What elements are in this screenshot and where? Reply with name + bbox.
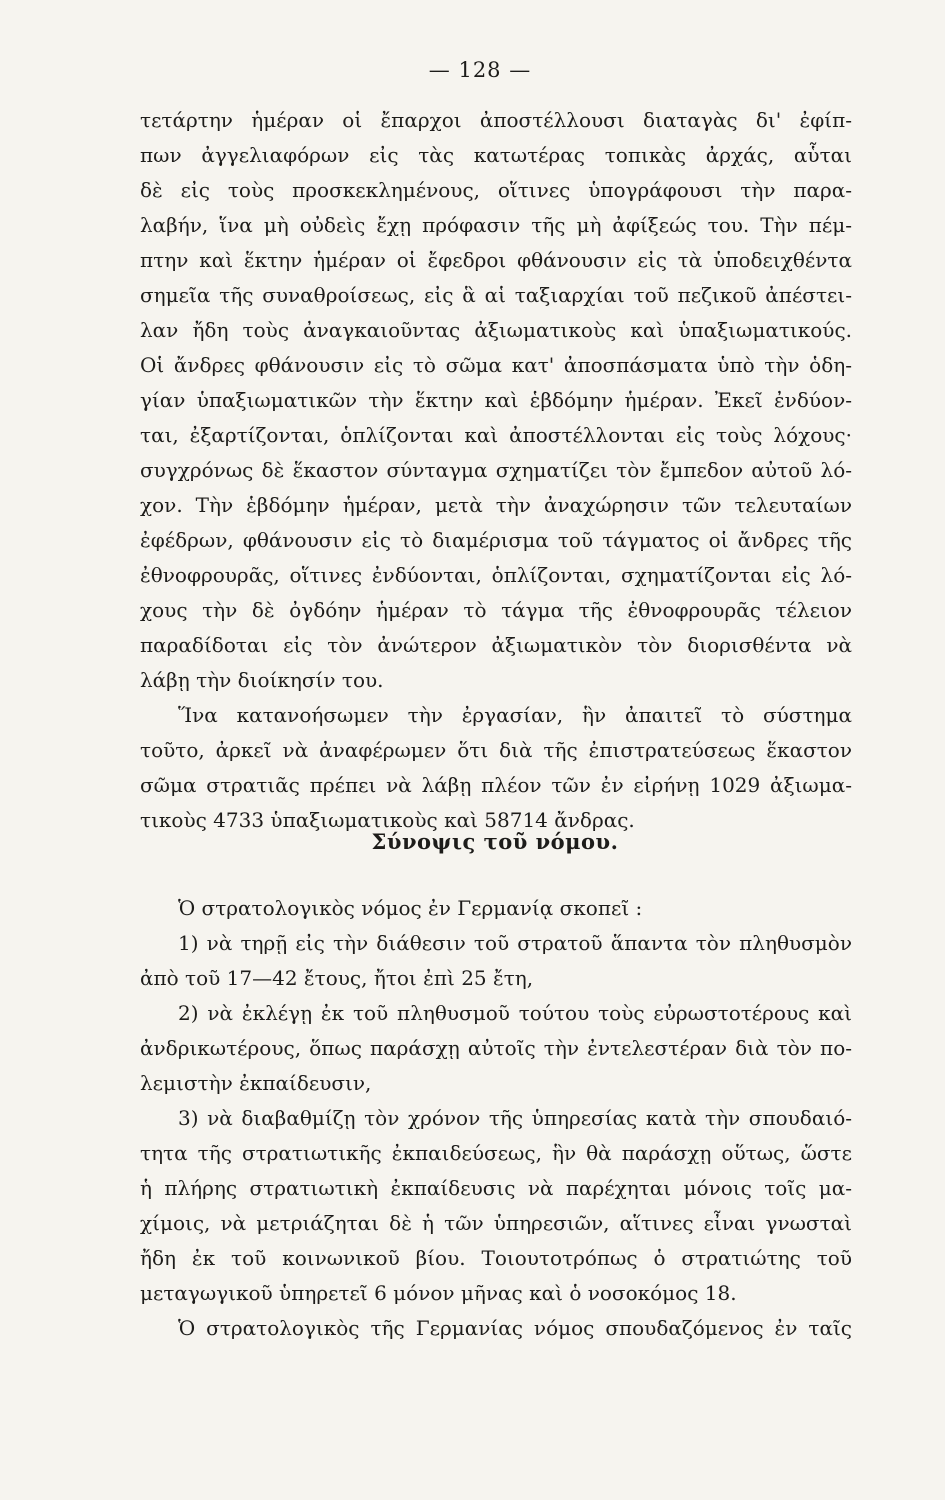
- paragraph: [140, 891, 852, 926]
- text-line: ἐφέδρων, φθάνουσιν εἰς τὸ διαμέρισμα τοῦ τάγματος οἱ ἄνδρες τῆς: [140, 528, 852, 552]
- text-line: παραδίδοται εἰς τὸν ἀνώτερον ἀξιωματικὸν τὸν διορισθέντα νὰ: [140, 633, 852, 657]
- text-line: ἀνδρικωτέρους, ὅπως παράσχῃ αὐτοῖς τὴν ἐντελεστέραν διὰ τὸν πο-: [140, 1036, 852, 1060]
- list-item: [140, 1101, 852, 1311]
- text-line: λαβήν, ἵνα μὴ οὐδεὶς ἔχῃ πρόφασιν τῆς μὴ ἀφίξεώς του. Τὴν πέμ-: [140, 213, 852, 237]
- text-line: Ὁ στρατολογικὸς τῆς Γερμανίας νόμος σπουδαζόμενος ἐν ταῖς: [178, 1316, 852, 1340]
- text-line: ἀπὸ τοῦ 17—42 ἔτους, ἤτοι ἐπὶ 25 ἔτη,: [140, 966, 534, 990]
- text-line: πων ἀγγελιαφόρων εἰς τὰς κατωτέρας τοπικὰς ἀρχάς, αὗται: [140, 143, 852, 167]
- text-line: τοῦτο, ἀρκεῖ νὰ ἀναφέρωμεν ὅτι διὰ τῆς ἐπιστρατεύσεως ἕκαστον: [140, 738, 852, 762]
- text-line: σημεῖα τῆς συναθροίσεως, εἰς ἃ αἱ ταξιαρχίαι τοῦ πεζικοῦ ἀπέστει-: [140, 283, 852, 307]
- text-line: χον. Τὴν ἑβδόμην ἡμέραν, μετὰ τὴν ἀναχώρησιν τῶν τελευταίων: [140, 493, 852, 517]
- text-line: τετάρτην ἡμέραν οἱ ἔπαρχοι ἀποστέλλουσι διαταγὰς δι' ἐφίπ-: [140, 108, 852, 132]
- text-line: λεμιστὴν ἐκπαίδευσιν,: [140, 1071, 372, 1095]
- paragraph: [140, 698, 852, 838]
- text-line: 1) νὰ τηρῇ εἰς τὴν διάθεσιν τοῦ στρατοῦ ἅπαντα τὸν πληθυσμὸν: [178, 931, 852, 955]
- text-line: δὲ εἰς τοὺς προσκεκλημένους, οἵτινες ὑπογράφουσι τὴν παρα-: [140, 178, 852, 202]
- text-line: χους τὴν δὲ ὀγδόην ἡμέραν τὸ τάγμα τῆς ἐθνοφρουρᾶς τέλειον: [140, 598, 852, 622]
- text-line: μεταγωγικοῦ ὑπηρετεῖ 6 μόνον μῆνας καὶ ὁ νοσοκόμος 18.: [140, 1281, 737, 1305]
- text-line: Οἱ ἄνδρες φθάνουσιν εἰς τὸ σῶμα κατ' ἀποσπάσματα ὑπὸ τὴν ὁδη-: [140, 353, 852, 377]
- text-line: ται, ἐξαρτίζονται, ὁπλίζονται καὶ ἀποστέλλονται εἰς τοὺς λόχους·: [140, 423, 852, 447]
- list-item: [140, 996, 852, 1101]
- text-line: ἤδη ἐκ τοῦ κοινωνικοῦ βίου. Τοιουτοτρόπως ὁ στρατιώτης τοῦ: [140, 1246, 852, 1270]
- body-text-upper: [140, 103, 852, 838]
- text-line: 3) νὰ διαβαθμίζῃ τὸν χρόνον τῆς ὑπηρεσίας κατὰ τὴν σπουδαιό-: [178, 1106, 852, 1130]
- text-line: λάβῃ τὴν διοίκησίν του.: [140, 668, 384, 692]
- paragraph: [140, 1311, 852, 1346]
- list-item: [140, 926, 852, 996]
- text-line: σῶμα στρατιᾶς πρέπει νὰ λάβῃ πλέον τῶν ἐν εἰρήνῃ 1029 ἀξιωμα-: [140, 773, 852, 797]
- text-line: ἐθνοφρουρᾶς, οἵτινες ἐνδύονται, ὁπλίζονται, σχηματίζονται εἰς λό-: [140, 563, 852, 587]
- paragraph: [140, 103, 852, 698]
- text-line: τικοὺς 4733 ὑπαξιωματικοὺς καὶ 58714 ἄνδρας.: [140, 808, 635, 832]
- page-number: — 128 —: [428, 58, 532, 82]
- text-line: συγχρόνως δὲ ἕκαστον σύνταγμα σχηματίζει τὸν ἔμπεδον αὐτοῦ λό-: [140, 458, 852, 482]
- text-line: γίαν ὑπαξιωματικῶν τὴν ἕκτην καὶ ἑβδόμην ἡμέραν. Ἐκεῖ ἐνδύον-: [140, 388, 852, 412]
- text-line: ἡ πλήρης στρατιωτικὴ ἐκπαίδευσις νὰ παρέχηται μόνοις τοῖς μα-: [140, 1176, 852, 1200]
- section-heading: Σύνοψις τοῦ νόμου.: [371, 829, 619, 854]
- text-line: 2) νὰ ἐκλέγῃ ἐκ τοῦ πληθυσμοῦ τούτου τοὺς εὐρωστοτέρους καὶ: [178, 1001, 852, 1025]
- text-line: λαν ἤδη τοὺς ἀναγκαιοῦντας ἀξιωματικοὺς καὶ ὑπαξιωματικούς.: [140, 318, 852, 342]
- text-line: τητα τῆς στρατιωτικῆς ἐκπαιδεύσεως, ἣν θὰ παράσχῃ οὕτως, ὥστε: [140, 1141, 852, 1165]
- text-line: Ἵνα κατανοήσωμεν τὴν ἐργασίαν, ἣν ἀπαιτεῖ τὸ σύστημα: [178, 703, 852, 727]
- body-text-lower: [140, 891, 852, 1346]
- text-line: πτην καὶ ἕκτην ἡμέραν οἱ ἔφεδροι φθάνουσιν εἰς τὰ ὑποδειχθέντα: [140, 248, 852, 272]
- text-line: Ὁ στρατολογικὸς νόμος ἐν Γερμανίᾳ σκοπεῖ :: [178, 896, 643, 920]
- text-line: χίμοις, νὰ μετριάζηται δὲ ἡ τῶν ὑπηρεσιῶν, αἵτινες εἶναι γνωσταὶ: [140, 1211, 852, 1235]
